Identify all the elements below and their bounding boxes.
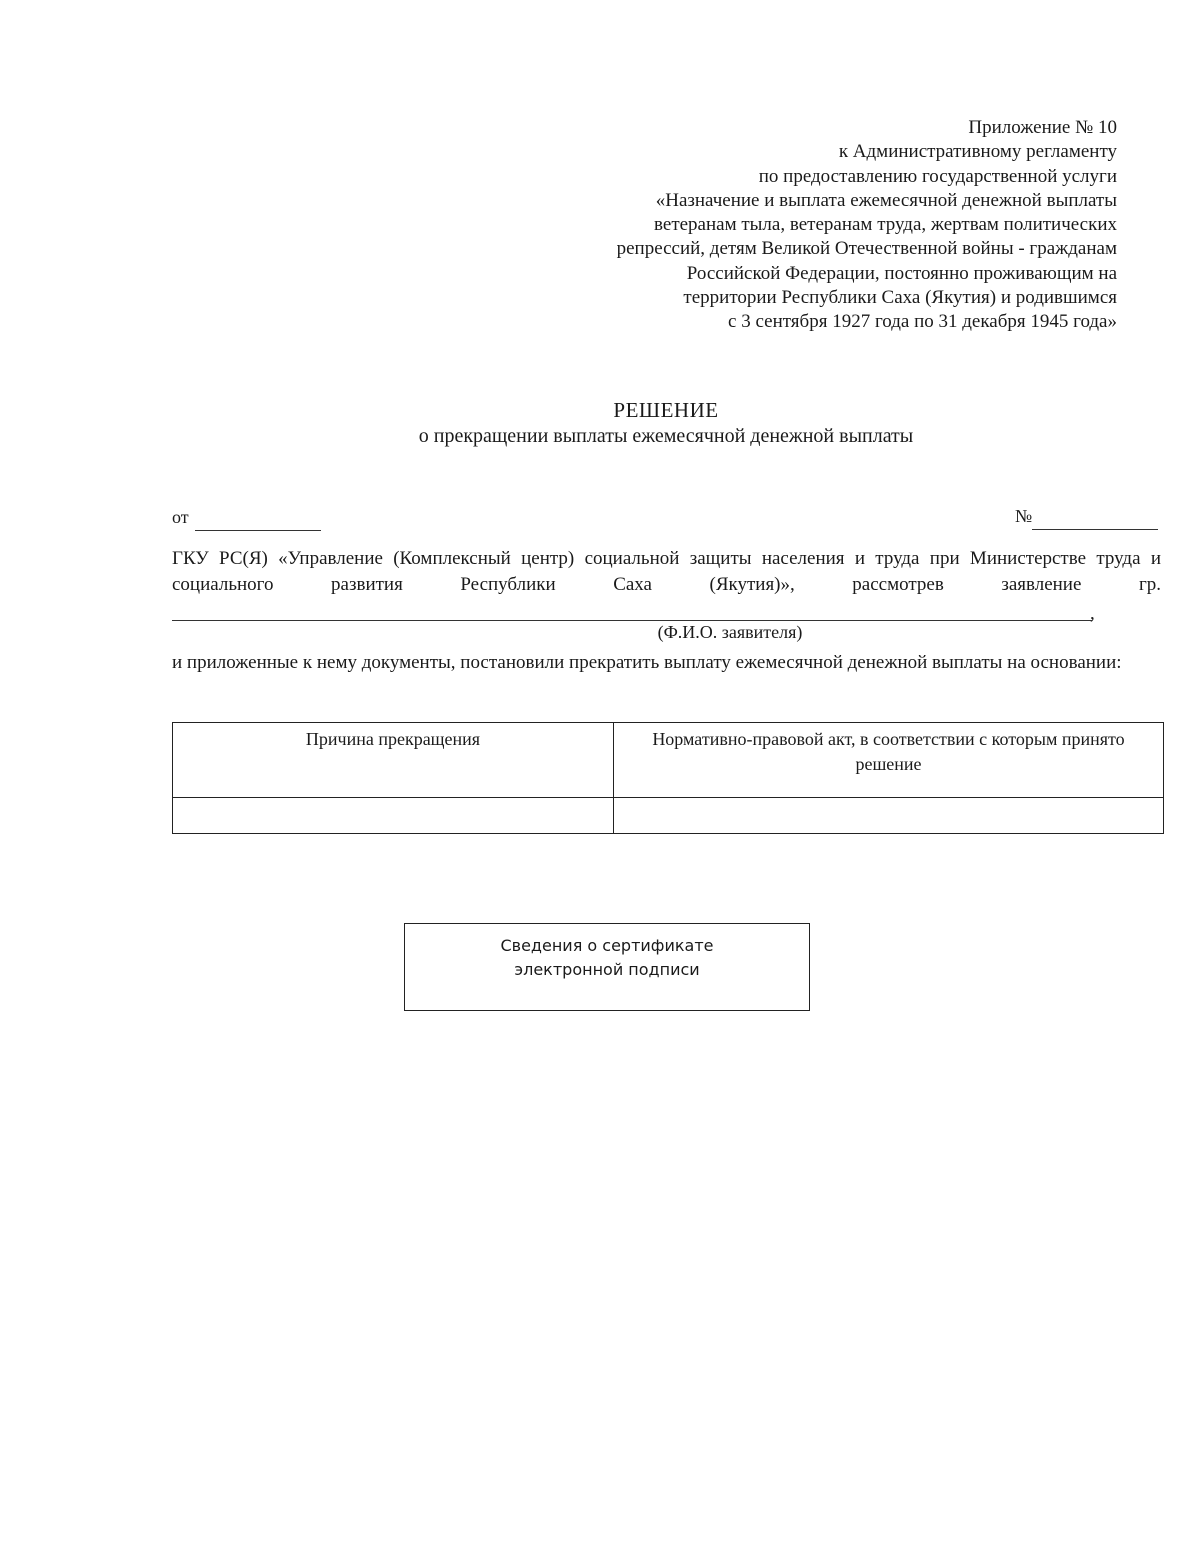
applicant-name-blank-line[interactable] xyxy=(172,620,1092,621)
certificate-line: Сведения о сертификате xyxy=(500,936,714,955)
appendix-line: с 3 сентября 1927 года по 31 декабря 1945 года» xyxy=(728,311,1117,333)
certificate-line: электронной подписи xyxy=(514,960,700,979)
appendix-line: к Административному регламенту xyxy=(838,141,1117,163)
applicant-name-caption: (Ф.И.О. заявителя) xyxy=(657,622,803,642)
appendix-line: «Назначение и выплата ежемесячной денежной выплаты xyxy=(655,189,1117,211)
date-blank-line xyxy=(195,509,321,531)
appendix-line: Приложение № 10 xyxy=(968,117,1117,138)
table-header-row xyxy=(173,723,1164,798)
date-label: от xyxy=(172,507,189,527)
name-comma: , xyxy=(1090,603,1095,624)
document-subtitle: о прекращении выплаты ежемесячной денежной выплаты xyxy=(418,425,914,447)
appendix-line: репрессий, детям Великой Отечественной войны - гражданам xyxy=(616,238,1117,260)
number-blank-line xyxy=(1032,508,1158,530)
appendix-line: по предоставлению государственной услуги xyxy=(758,165,1117,187)
table-header-reason: Причина прекращения xyxy=(173,723,614,798)
table-row xyxy=(173,798,1164,834)
body-paragraph-1: ГКУ РС(Я) «Управление (Комплексный центр) социальной защиты населения и труда при Министерстве труда и социального развития Республики Саха (Якутия)», рассмотрев заявление гр. xyxy=(172,548,1161,595)
termination-basis-table xyxy=(172,722,1164,834)
date-field[interactable] xyxy=(172,507,321,531)
table-header-legal-act: Нормативно-правовой акт, в соответствии с которым принято решение xyxy=(614,723,1164,798)
appendix-header xyxy=(497,116,1117,335)
appendix-line: территории Республики Саха (Якутия) и родившимся xyxy=(683,287,1117,309)
body-paragraph-2: и приложенные к нему документы, постановили прекратить выплату ежемесячной денежной выплаты на основании: xyxy=(172,652,1122,673)
table-cell-reason[interactable] xyxy=(173,798,614,834)
appendix-line: ветеранам тыла, ветеранам труда, жертвам политических xyxy=(654,214,1117,236)
number-field[interactable] xyxy=(1015,506,1158,530)
signature-certificate-box xyxy=(404,923,810,1011)
number-label: № xyxy=(1015,506,1033,526)
appendix-line: Российской Федерации, постоянно проживающим на xyxy=(686,262,1117,284)
document-title: РЕШЕНИЕ xyxy=(613,398,719,422)
table-cell-legal-act[interactable] xyxy=(614,798,1164,834)
